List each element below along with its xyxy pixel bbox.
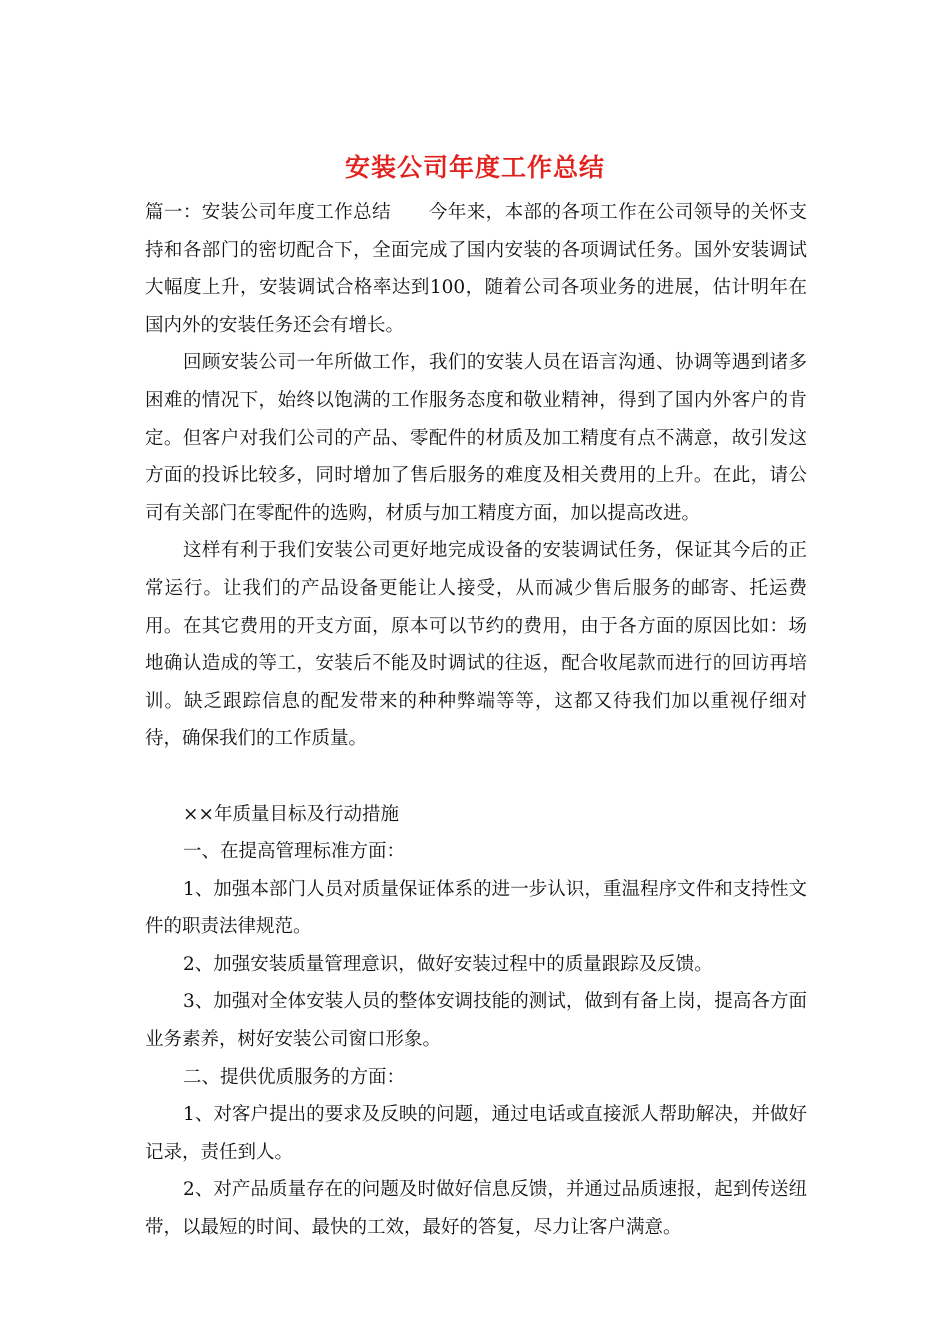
paragraph-costs: 这样有利于我们安装公司更好地完成设备的安装调试任务，保证其今后的正常运行。让我们的产品设备更能让人接受，从而减少售后服务的邮寄、托运费用。在其它费用的开支方面，原本可以节约的费用，由于各方面的原因比如：场地确认造成的等工，安装后不能及时调试的往返，配合收尾款而进行的回访再培训。缺乏跟踪信息的配发带来的种种弊端等等，这都又待我们加以重视仔细对待，确保我们的工作质量。: [145, 540, 807, 750]
list-item: 1、加强本部门人员对质量保证体系的进一步认识，重温程序文件和支持性文件的职责法律规范。: [145, 878, 807, 938]
subheading-management: 一、在提高管理标准方面：: [183, 841, 406, 863]
list-item: 1、对客户提出的要求及反映的问题，通过电话或直接派人帮助解决，并做好记录，责任到人。: [145, 1104, 807, 1163]
document-title: 安装公司年度工作总结: [344, 153, 605, 182]
section-heading: ××年质量目标及行动措施: [183, 803, 400, 825]
paragraph-intro: 篇一：安装公司年度工作总结 今年来，本部的各项工作在公司领导的关怀支持和各部门的密切配合下，全面完成了国内安装的各项调试任务。国外安装调试大幅度上升，安装调试合格率达到100，随着公司各项业务的进展，估计明年在国内外的安装任务还会有增长。: [145, 202, 807, 336]
paragraph-spacer: [145, 758, 807, 796]
list-item: 2、对产品质量存在的问题及时做好信息反馈，并通过品质速报，起到传送纽带，以最短的时间、最快的工效，最好的答复，尽力让客户满意。: [145, 1179, 807, 1239]
list-item: 2、加强安装质量管理意识，做好安装过程中的质量跟踪及反馈。: [183, 953, 713, 975]
document-body: [145, 194, 807, 1247]
subheading-service: 二、提供优质服务的方面：: [183, 1066, 406, 1088]
paragraph-review: 回顾安装公司一年所做工作，我们的安装人员在语言沟通、协调等遇到诸多困难的情况下，始终以饱满的工作服务态度和敬业精神，得到了国内外客户的肯定。但客户对我们公司的产品、零配件的材质及加工精度有点不满意，故引发这方面的投诉比较多，同时增加了售后服务的难度及相关费用的上升。在此，请公司有关部门在零配件的选购，材质与加工精度方面，加以提高改进。: [145, 352, 807, 524]
list-item: 3、加强对全体安装人员的整体安调技能的测试，做到有备上岗，提高各方面业务素养，树好安装公司窗口形象。: [145, 991, 807, 1051]
